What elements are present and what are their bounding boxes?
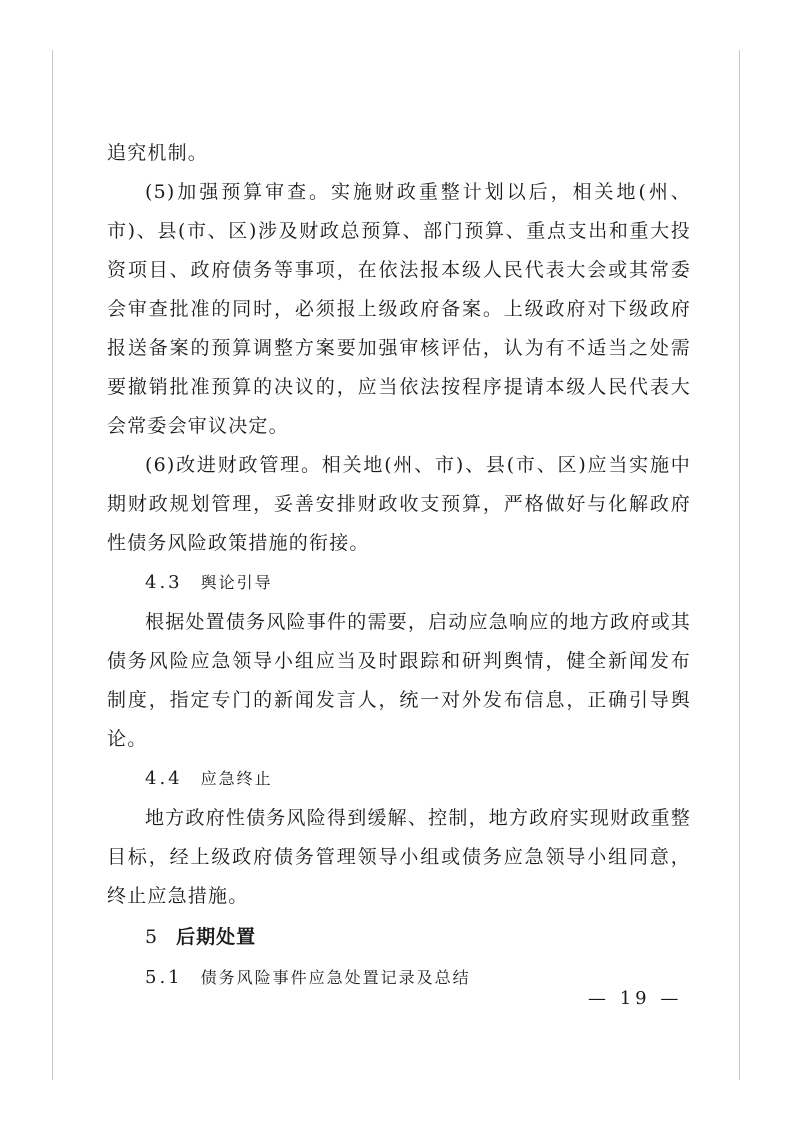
left-margin-rule [52, 50, 53, 1080]
section-title: 后期处置 [176, 926, 257, 948]
paragraph-budget-review: (5)加强预算审查。实施财政重整计划以后，相关地(州、市)、县(市、区)涉及财政总预算、部门预算、重点支出和重大投资项目、政府债务等事项，在依法报本级人民代表大会或其常委会审查批准的同时，必须报上级政府备案。上级政府对下级政府报送备案的预算调整方案要加强审核评估，认为有不适当之处需要撤销批准预算的决议的，应当依法按程序提请本级人民代表大会常委会审议决定。 [107, 181, 691, 437]
section-heading-4-3 [107, 563, 691, 603]
paragraph-continuation: 追究机制。 [107, 142, 209, 164]
document-body [107, 134, 691, 998]
section-heading-5 [107, 916, 691, 958]
section-title: 债务风险事件应急处置记录及总结 [200, 968, 471, 987]
right-margin-rule [739, 50, 740, 1080]
section-heading-4-4 [107, 759, 691, 799]
section-number: 5.1 [145, 967, 183, 988]
paragraph-emergency-termination: 地方政府性债务风险得到缓解、控制，地方政府实现财政重整目标，经上级政府债务管理领导小组或债务应急领导小组同意，终止应急措施。 [107, 807, 691, 907]
paragraph-public-opinion: 根据处置债务风险事件的需要，启动应急响应的地方政府或其债务风险应急领导小组应当及时跟踪和研判舆情，健全新闻发布制度，指定专门的新闻发言人，统一对外发布信息，正确引导舆论。 [107, 611, 691, 750]
page-number: — 19 — [588, 988, 683, 1009]
section-title: 应急终止 [200, 769, 273, 788]
section-number: 5 [145, 926, 159, 948]
paragraph-fiscal-management: (6)改进财政管理。相关地(州、市)、县(市、区)应当实施中期财政规划管理，妥善安排财政收支预算，严格做好与化解政府性债务风险政策措施的衔接。 [107, 454, 691, 554]
section-number: 4.3 [145, 572, 183, 593]
section-number: 4.4 [145, 768, 183, 789]
section-title: 舆论引导 [200, 573, 273, 592]
